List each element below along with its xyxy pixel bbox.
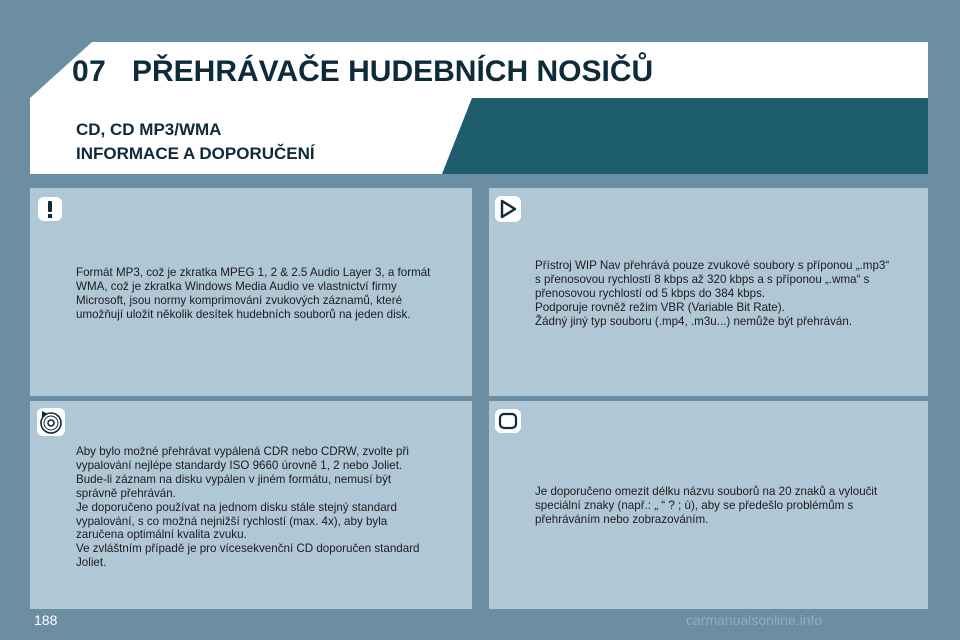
chapter-title: PŘEHRÁVAČE HUDEBNÍCH NOSIČŮ: [132, 55, 654, 88]
text-line: WMA, což je zkratka Windows Media Audio ve vlastnictví firmy: [76, 279, 397, 293]
section-teal-band: [430, 98, 928, 174]
text-line: Aby bylo možné přehrávat vypálená CDR nebo CDRW, zvolte při: [76, 445, 409, 458]
text-line: Joliet.: [76, 556, 107, 570]
text-line: Žádný jiný typ souboru (.mp4, .m3u...) nemůže být přehráván.: [535, 314, 853, 328]
text-line: správně přehráván.: [76, 486, 176, 500]
text-line: zaručena optimální kvalita zvuku.: [76, 528, 247, 542]
text-line: umožňují uložit několik desítek hudebních souborů na jeden disk.: [76, 307, 411, 321]
exclamation-icon: [36, 196, 64, 222]
text-line: přenosovou rychlostí od 5 kbps do 384 kbps.: [535, 286, 766, 300]
chapter-number: 07: [72, 55, 107, 88]
panel-text-mp3-wma: [76, 266, 430, 322]
page-number: 188: [34, 612, 58, 628]
panel-text-file-types: [535, 259, 889, 329]
text-line: speciální znaky (např.: „ “ ? ; ù), aby se předešlo problémům s: [535, 498, 854, 512]
text-line: Microsoft, jsou normy komprimování zvukových záznamů, které: [76, 293, 403, 307]
text-line: vypalování, s co možná nejnižší rychlostí (max. 4x), aby byla: [76, 514, 388, 528]
text-line: vypalování nejlépe standardy ISO 9660 úrovně 1, 2 nebo Joliet.: [76, 458, 403, 472]
disc-icon: [36, 407, 66, 437]
section-title-line2: INFORMACE A DOPORUČENÍ: [76, 144, 315, 163]
panel-text-cd-burning: [76, 445, 420, 570]
watermark: carmanualsonline.info: [686, 612, 823, 628]
section-title-line1: CD, CD MP3/WMA: [76, 120, 222, 139]
text-line: Je doporučeno omezit délku názvu souborů na 20 znaků a vyloučit: [535, 485, 878, 498]
text-line: Je doporučeno používat na jednom disku stále stejný standard: [76, 500, 397, 514]
text-line: s přenosovou rychlostí 8 kbps až 320 kbps a s příponou „.wma“ s: [535, 272, 870, 286]
text-line: Přístroj WIP Nav přehrává pouze zvukové soubory s příponou „.mp3“: [535, 259, 890, 272]
text-line: Podporuje rovněž režim VBR (Variable Bit Rate).: [535, 300, 785, 314]
play-triangle-icon: [494, 195, 522, 223]
text-line: Ve zvláštním případě je pro vícesekvenční CD doporučen standard: [76, 542, 420, 556]
text-line: Bude-li záznam na disku vypálen v jiném formátu, nemusí být: [76, 472, 392, 486]
panel-text-file-names: [535, 485, 877, 527]
text-line: přehráváním nebo zobrazováním.: [535, 512, 709, 526]
text-line: Formát MP3, což je zkratka MPEG 1, 2 & 2.5 Audio Layer 3, a formát: [76, 266, 431, 279]
rounded-square-icon: [494, 408, 522, 434]
